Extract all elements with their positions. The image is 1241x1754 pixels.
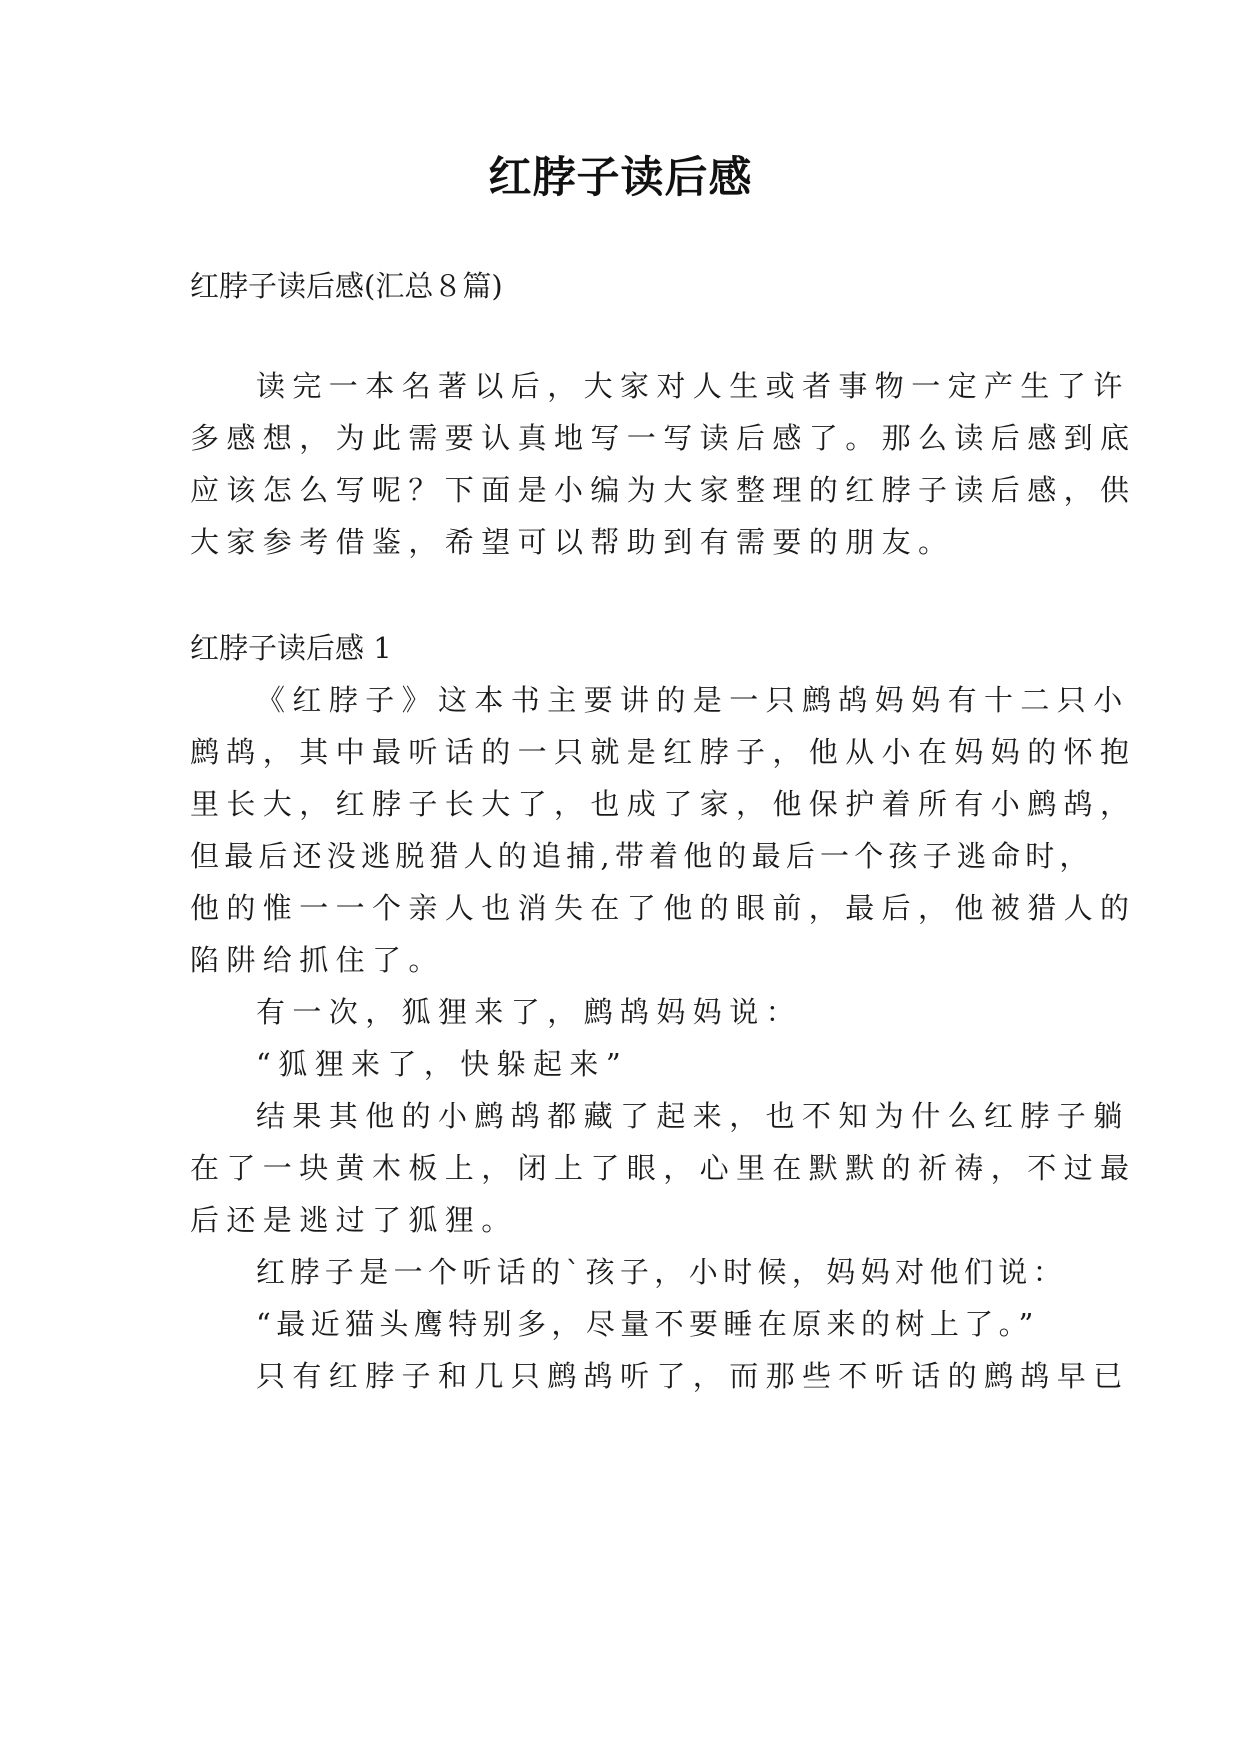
- paragraph-line: 他的惟一一个亲人也消失在了他的眼前，最后，他被猎人的: [190, 891, 1137, 925]
- intro-line: 多感想，为此需要认真地写一写读后感了。那么读后感到底: [190, 421, 1137, 455]
- document-subtitle: 红脖子读后感(汇总８篇): [190, 269, 503, 303]
- paragraph-line: 后还是逃过了狐狸。: [190, 1203, 518, 1237]
- paragraph-line: 鹧鸪，其中最听话的一只就是红脖子，他从小在妈妈的怀抱: [190, 735, 1137, 769]
- paragraph-line: 结果其他的小鹧鸪都藏了起来，也不知为什么红脖子躺: [256, 1099, 1130, 1133]
- intro-line: 读完一本名著以后，大家对人生或者事物一定产生了许: [256, 369, 1130, 403]
- paragraph-line: 里长大，红脖子长大了，也成了家，他保护着所有小鹧鸪，: [190, 787, 1137, 821]
- paragraph-line: 红脖子是一个听话的`孩子，小时候，妈妈对他们说：: [256, 1255, 1068, 1289]
- paragraph-line: 有一次，狐狸来了，鹧鸪妈妈说：: [256, 995, 803, 1029]
- paragraph-line: 在了一块黄木板上，闭上了眼，心里在默默的祈祷，不过最: [190, 1151, 1137, 1185]
- paragraph-line: 陷阱给抓住了。: [190, 943, 445, 977]
- quote-line: “狐狸来了，快躲起来”: [256, 1047, 629, 1081]
- document-title: 红脖子读后感: [488, 153, 753, 203]
- quote-line: “最近猫头鹰特别多，尽量不要睡在原来的树上了。”: [256, 1307, 1039, 1341]
- paragraph-line: 但最后还没逃脱猎人的追捕,带着他的最后一个孩子逃命时，: [190, 839, 1094, 873]
- paragraph-line: 《红脖子》这本书主要讲的是一只鹧鸪妈妈有十二只小: [256, 683, 1130, 717]
- section-heading: 红脖子读后感 1: [190, 631, 392, 665]
- paragraph-line: 只有红脖子和几只鹧鸪听了，而那些不听话的鹧鸪早已: [256, 1359, 1130, 1393]
- intro-line: 应该怎么写呢？下面是小编为大家整理的红脖子读后感，供: [190, 473, 1137, 507]
- intro-line: 大家参考借鉴，希望可以帮助到有需要的朋友。: [190, 525, 955, 559]
